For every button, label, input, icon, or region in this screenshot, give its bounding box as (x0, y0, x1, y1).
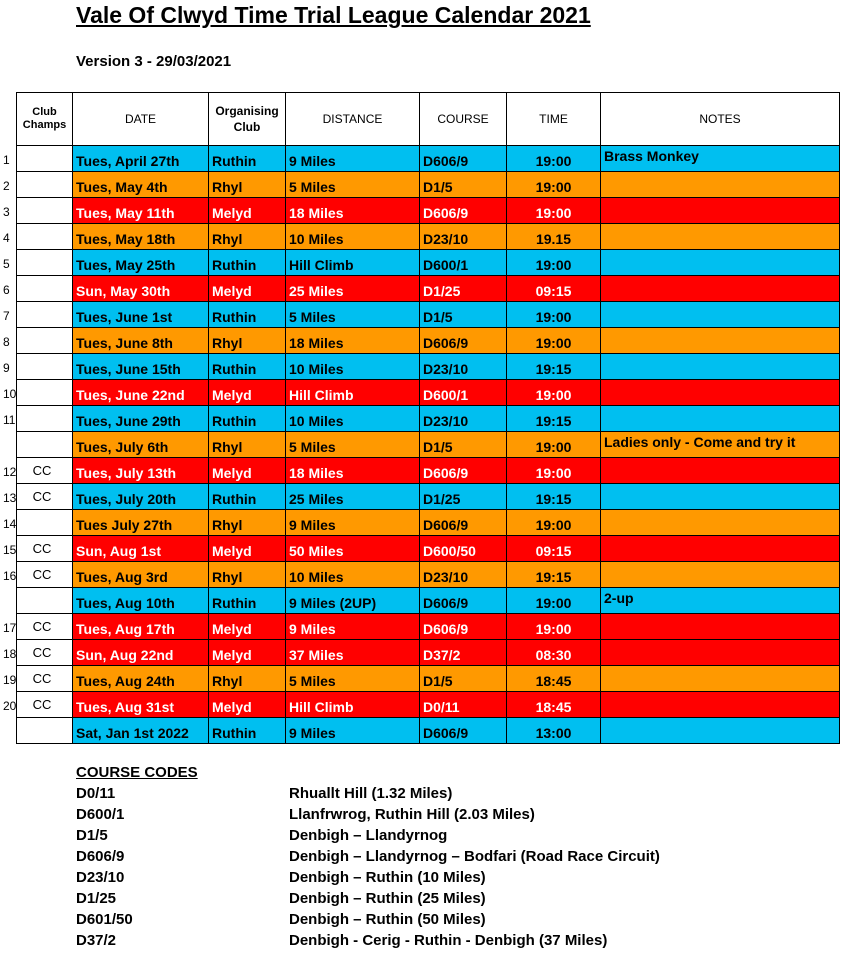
calendar-body (17, 146, 840, 744)
date-cell: Tues, Aug 10th (73, 588, 209, 614)
course-code-row (76, 909, 486, 930)
club-cell: Melyd (209, 536, 286, 562)
course-cell: D0/11 (420, 692, 507, 718)
course-cell: D23/10 (420, 224, 507, 250)
time-cell: 19:15 (507, 562, 601, 588)
club-cell: Ruthin (209, 302, 286, 328)
course-cell: D606/9 (420, 458, 507, 484)
club-champs-cell (17, 198, 73, 224)
course-code-row (76, 783, 453, 804)
time-cell: 19:00 (507, 198, 601, 224)
header-organising-club: Organising Club (209, 93, 286, 146)
table-row (17, 328, 840, 354)
table-row (17, 640, 840, 666)
table-row (17, 224, 840, 250)
course-code: D601/50 (76, 911, 133, 928)
notes-cell (601, 640, 840, 666)
club-champs-cell (17, 146, 73, 172)
table-row (17, 406, 840, 432)
club-champs-cell (17, 588, 73, 614)
row-number: 13 (3, 491, 17, 505)
notes-cell: Ladies only - Come and try it (601, 432, 840, 458)
course-description: Rhuallt Hill (1.32 Miles) (289, 785, 453, 802)
time-cell: 19:00 (507, 250, 601, 276)
course-description: Denbigh – Ruthin (10 Miles) (289, 869, 486, 886)
course-description: Denbigh – Ruthin (50 Miles) (289, 911, 486, 928)
notes-cell (601, 198, 840, 224)
notes-cell (601, 406, 840, 432)
time-cell: 13:00 (507, 718, 601, 744)
course-cell: D606/9 (420, 588, 507, 614)
course-code-row (76, 867, 486, 888)
course-codes-list (76, 783, 660, 951)
distance-cell: Hill Climb (286, 250, 420, 276)
date-cell: Tues, April 27th (73, 146, 209, 172)
row-number: 18 (3, 647, 17, 661)
course-code-row (76, 888, 486, 909)
date-cell: Sun, May 30th (73, 276, 209, 302)
distance-cell: 18 Miles (286, 198, 420, 224)
row-number: 17 (3, 621, 17, 635)
notes-cell: Brass Monkey (601, 146, 840, 172)
distance-cell: 5 Miles (286, 302, 420, 328)
header-date: DATE (73, 93, 209, 146)
time-cell: 19:00 (507, 510, 601, 536)
club-cell: Melyd (209, 276, 286, 302)
page-title: Vale Of Clwyd Time Trial League Calendar 2021 (76, 2, 591, 28)
course-codes-heading: COURSE CODES (76, 764, 198, 781)
table-row (17, 432, 840, 458)
date-cell: Tues, June 15th (73, 354, 209, 380)
table-row (17, 718, 840, 744)
notes-cell (601, 510, 840, 536)
date-cell: Tues, July 13th (73, 458, 209, 484)
distance-cell: 10 Miles (286, 562, 420, 588)
date-cell: Tues, June 22nd (73, 380, 209, 406)
course-cell: D1/5 (420, 666, 507, 692)
time-cell: 19:00 (507, 380, 601, 406)
time-cell: 18:45 (507, 692, 601, 718)
club-cell: Ruthin (209, 406, 286, 432)
table-row (17, 666, 840, 692)
date-cell: Sun, Aug 22nd (73, 640, 209, 666)
course-code: D600/1 (76, 806, 125, 823)
course-cell: D600/50 (420, 536, 507, 562)
club-champs-cell: CC (17, 666, 73, 692)
date-cell: Sat, Jan 1st 2022 (73, 718, 209, 744)
club-champs-cell (17, 250, 73, 276)
header-club-champs: Club Champs (17, 93, 73, 146)
course-description: Denbigh – Llandyrnog – Bodfari (Road Race Circuit) (289, 848, 660, 865)
course-description: Denbigh - Cerig - Ruthin - Denbigh (37 Miles) (289, 932, 608, 949)
time-cell: 19:00 (507, 588, 601, 614)
notes-cell (601, 328, 840, 354)
club-cell: Rhyl (209, 562, 286, 588)
club-champs-cell: CC (17, 484, 73, 510)
calendar-table (16, 92, 840, 744)
club-cell: Ruthin (209, 146, 286, 172)
row-number: 12 (3, 465, 17, 479)
course-cell: D1/25 (420, 484, 507, 510)
row-number: 3 (3, 205, 10, 219)
club-champs-cell (17, 406, 73, 432)
time-cell: 19:00 (507, 146, 601, 172)
time-cell: 19:00 (507, 432, 601, 458)
course-cell: D606/9 (420, 146, 507, 172)
notes-cell (601, 354, 840, 380)
notes-cell (601, 172, 840, 198)
course-code: D37/2 (76, 932, 117, 949)
club-cell: Ruthin (209, 588, 286, 614)
row-number (0, 431, 16, 457)
distance-cell: 18 Miles (286, 328, 420, 354)
club-cell: Melyd (209, 198, 286, 224)
course-cell: D606/9 (420, 198, 507, 224)
row-number: 9 (3, 361, 10, 375)
notes-cell (601, 484, 840, 510)
table-header-row (17, 93, 840, 146)
club-champs-cell (17, 302, 73, 328)
date-cell: Tues, Aug 31st (73, 692, 209, 718)
date-cell: Tues, May 4th (73, 172, 209, 198)
row-number: 11 (3, 413, 16, 427)
distance-cell: 10 Miles (286, 406, 420, 432)
table-row (17, 614, 840, 640)
notes-cell (601, 250, 840, 276)
date-cell: Tues July 27th (73, 510, 209, 536)
distance-cell: 18 Miles (286, 458, 420, 484)
course-code: D1/25 (76, 890, 117, 907)
club-cell: Ruthin (209, 354, 286, 380)
course-code: D0/11 (76, 785, 116, 802)
table-row (17, 692, 840, 718)
time-cell: 19:00 (507, 614, 601, 640)
table-row (17, 562, 840, 588)
club-cell: Rhyl (209, 510, 286, 536)
notes-cell (601, 276, 840, 302)
row-number: 10 (3, 387, 17, 401)
club-champs-cell: CC (17, 640, 73, 666)
date-cell: Tues, July 6th (73, 432, 209, 458)
date-cell: Tues, Aug 3rd (73, 562, 209, 588)
notes-cell (601, 562, 840, 588)
table-row (17, 354, 840, 380)
row-number: 2 (3, 179, 10, 193)
course-codes-section (76, 762, 660, 951)
table-row (17, 250, 840, 276)
club-champs-cell: CC (17, 536, 73, 562)
course-cell: D1/5 (420, 432, 507, 458)
header-distance: DISTANCE (286, 93, 420, 146)
date-cell: Tues, Aug 24th (73, 666, 209, 692)
table-row (17, 146, 840, 172)
distance-cell: 9 Miles (286, 146, 420, 172)
row-number: 5 (3, 257, 10, 271)
club-cell: Rhyl (209, 224, 286, 250)
club-champs-cell: CC (17, 692, 73, 718)
club-cell: Rhyl (209, 172, 286, 198)
course-cell: D23/10 (420, 354, 507, 380)
club-champs-cell (17, 328, 73, 354)
course-code-row (76, 825, 448, 846)
club-cell: Ruthin (209, 250, 286, 276)
notes-cell (601, 458, 840, 484)
distance-cell: 9 Miles (286, 510, 420, 536)
course-cell: D600/1 (420, 250, 507, 276)
course-code-row (76, 804, 535, 825)
notes-cell (601, 666, 840, 692)
course-cell: D23/10 (420, 406, 507, 432)
row-numbers (0, 145, 16, 743)
club-champs-cell (17, 224, 73, 250)
course-description: Llanfrwrog, Ruthin Hill (2.03 Miles) (289, 806, 535, 823)
distance-cell: 9 Miles (2UP) (286, 588, 420, 614)
course-code: D23/10 (76, 869, 125, 886)
time-cell: 19:00 (507, 328, 601, 354)
club-champs-cell: CC (17, 458, 73, 484)
table-row (17, 276, 840, 302)
club-champs-cell: CC (17, 562, 73, 588)
date-cell: Tues, June 29th (73, 406, 209, 432)
row-number: 4 (3, 231, 10, 245)
time-cell: 19.15 (507, 224, 601, 250)
time-cell: 19:15 (507, 354, 601, 380)
distance-cell: 10 Miles (286, 224, 420, 250)
header-notes: NOTES (601, 93, 840, 146)
row-number: 16 (3, 569, 17, 583)
row-number (0, 717, 16, 743)
row-number: 14 (3, 517, 17, 531)
course-code-row (76, 846, 660, 867)
notes-cell (601, 380, 840, 406)
club-cell: Melyd (209, 380, 286, 406)
course-cell: D600/1 (420, 380, 507, 406)
course-description: Denbigh – Ruthin (25 Miles) (289, 890, 486, 907)
header-time: TIME (507, 93, 601, 146)
distance-cell: 9 Miles (286, 718, 420, 744)
club-cell: Melyd (209, 692, 286, 718)
course-cell: D1/5 (420, 172, 507, 198)
course-cell: D1/25 (420, 276, 507, 302)
course-cell: D606/9 (420, 614, 507, 640)
date-cell: Tues, Aug 17th (73, 614, 209, 640)
club-cell: Ruthin (209, 718, 286, 744)
course-cell: D1/5 (420, 302, 507, 328)
club-champs-cell (17, 718, 73, 744)
row-number: 15 (3, 543, 17, 557)
club-champs-cell (17, 276, 73, 302)
distance-cell: Hill Climb (286, 380, 420, 406)
course-code: D1/5 (76, 827, 108, 844)
table-row (17, 198, 840, 224)
time-cell: 18:45 (507, 666, 601, 692)
club-cell: Rhyl (209, 432, 286, 458)
time-cell: 08:30 (507, 640, 601, 666)
time-cell: 19:00 (507, 302, 601, 328)
row-number: 1 (3, 153, 10, 167)
table-row (17, 458, 840, 484)
club-cell: Melyd (209, 614, 286, 640)
club-champs-cell (17, 172, 73, 198)
table-row (17, 536, 840, 562)
notes-cell (601, 692, 840, 718)
club-champs-cell (17, 432, 73, 458)
distance-cell: 9 Miles (286, 614, 420, 640)
table-row (17, 510, 840, 536)
notes-cell (601, 536, 840, 562)
table-row (17, 380, 840, 406)
date-cell: Tues, June 8th (73, 328, 209, 354)
notes-cell (601, 614, 840, 640)
version-label: Version 3 - 29/03/2021 (76, 53, 232, 70)
notes-cell (601, 302, 840, 328)
row-number (0, 587, 16, 613)
date-cell: Sun, Aug 1st (73, 536, 209, 562)
notes-cell (601, 718, 840, 744)
club-cell: Rhyl (209, 666, 286, 692)
time-cell: 09:15 (507, 276, 601, 302)
distance-cell: 25 Miles (286, 276, 420, 302)
distance-cell: 5 Miles (286, 172, 420, 198)
time-cell: 19:00 (507, 172, 601, 198)
course-cell: D606/9 (420, 510, 507, 536)
date-cell: Tues, July 20th (73, 484, 209, 510)
distance-cell: 50 Miles (286, 536, 420, 562)
club-cell: Rhyl (209, 328, 286, 354)
distance-cell: 37 Miles (286, 640, 420, 666)
course-cell: D606/9 (420, 328, 507, 354)
date-cell: Tues, June 1st (73, 302, 209, 328)
table-row (17, 588, 840, 614)
club-cell: Ruthin (209, 484, 286, 510)
date-cell: Tues, May 11th (73, 198, 209, 224)
distance-cell: Hill Climb (286, 692, 420, 718)
course-code: D606/9 (76, 848, 125, 865)
club-champs-cell (17, 380, 73, 406)
club-cell: Melyd (209, 640, 286, 666)
distance-cell: 5 Miles (286, 432, 420, 458)
time-cell: 09:15 (507, 536, 601, 562)
date-cell: Tues, May 25th (73, 250, 209, 276)
table-row (17, 302, 840, 328)
table-row (17, 484, 840, 510)
club-champs-cell (17, 354, 73, 380)
notes-cell (601, 224, 840, 250)
course-cell: D23/10 (420, 562, 507, 588)
distance-cell: 5 Miles (286, 666, 420, 692)
distance-cell: 25 Miles (286, 484, 420, 510)
row-number: 19 (3, 673, 17, 687)
row-number: 20 (3, 699, 17, 713)
club-champs-cell: CC (17, 614, 73, 640)
header-course: COURSE (420, 93, 507, 146)
time-cell: 19:00 (507, 458, 601, 484)
distance-cell: 10 Miles (286, 354, 420, 380)
row-number: 8 (3, 335, 10, 349)
course-description: Denbigh – Llandyrnog (289, 827, 448, 844)
date-cell: Tues, May 18th (73, 224, 209, 250)
course-cell: D37/2 (420, 640, 507, 666)
time-cell: 19:15 (507, 484, 601, 510)
time-cell: 19:15 (507, 406, 601, 432)
row-number: 7 (3, 309, 10, 323)
club-champs-cell (17, 510, 73, 536)
course-cell: D606/9 (420, 718, 507, 744)
row-number: 6 (3, 283, 10, 297)
club-cell: Melyd (209, 458, 286, 484)
notes-cell: 2-up (601, 588, 840, 614)
table-row (17, 172, 840, 198)
course-code-row (76, 930, 608, 951)
